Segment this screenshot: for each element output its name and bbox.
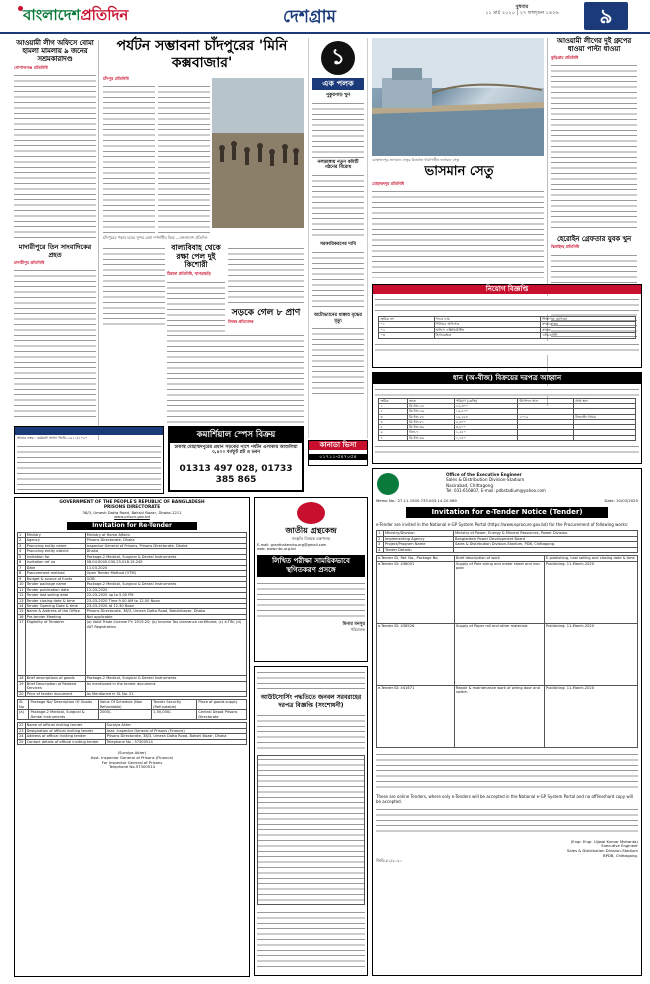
story-continued-2 — [228, 245, 304, 305]
recruitment-footer — [375, 341, 639, 355]
canada-visa-ad — [308, 440, 368, 466]
road-headline[interactable]: সড়কে গেল ৮ প্রাণ — [231, 308, 301, 318]
recruitment-title: নিয়োগ বিজ্ঞপ্তি — [373, 285, 641, 294]
govt-notice-body — [17, 443, 161, 491]
bridge-body — [372, 188, 544, 278]
right-byline-2: ঝিনাইদহ প্রতিনিধি — [551, 244, 579, 250]
brief-title-1[interactable]: পুকুরপাড় খুন — [326, 93, 350, 98]
article-body — [14, 72, 96, 240]
ek-palak-label: এক পলক — [312, 78, 364, 90]
page-number: ৯ — [584, 2, 628, 30]
main-story — [102, 38, 302, 72]
beach-photo — [212, 78, 304, 228]
outsourcing-title: আউটসোর্সিং পদ্ধতিতে জনবল সরবরাহের দরপত্র বিজ্ঞপ্তি (সংশোধনী) — [260, 694, 362, 709]
main-headline[interactable]: পর্যটন সম্ভাবনা চাঁদপুরের 'মিনি কক্সবাজার' — [116, 38, 288, 71]
article-headline-2[interactable]: মাদারীপুরে তিন সাংবাদিকের প্রহত — [18, 243, 92, 259]
jatiya-notice-title: লিখিত পরীক্ষা সাময়িকভাবে স্থগিতকরণ প্রসঙ্গে — [257, 555, 365, 577]
rice-tender-table: ক্রমিক জাত পরিমাণ (কেজি) উৎপাদন সাল প্রাপ্ত স্থান ১ ব্রি ধান-২৮ ২৫,৩০০ ২ ব্রি ধান-২৯ ১৬,৫০০ ৩ ব্রি ধান-৫৮ ১৯,২৮৪ ২০১৯ বীজবর্ধন খামার ৪ ব্রি ধান-৮১ ৫,৬০০ ৫ ব্রি ধান-৩৯ ৩,৯০০ ৬ বিনা-৭ ১,৫৫০ ৭ ব্রি ধান-৪৯ ১,১৪০ — [378, 398, 635, 441]
rice-tender-footer — [375, 443, 639, 453]
tender-gov-line3: 38/3, Umesh Datta Road, Bakshi Bazar, Dhaka-1211 — [82, 509, 182, 515]
story-continued — [103, 245, 165, 325]
right-headline-2[interactable]: হেরোইন গ্রেফতার যুবক খুন — [556, 235, 632, 244]
outsourcing-intro — [257, 712, 365, 752]
pdb-line2: Sales & Distribution Division-Stadium — [446, 477, 525, 483]
commercial-ad-phone[interactable]: 01313 497 028, 01733 385 865 — [179, 463, 293, 486]
tender-gov-website[interactable]: www.prison.gov.bd — [114, 514, 150, 520]
article-byline: গোপালগঞ্জ প্রতিনিধি — [14, 65, 48, 71]
pdb-logo-icon — [377, 473, 399, 495]
jatiya-signer: মিনার মনসুর — [342, 622, 365, 628]
photo-caption: চাঁদপুরের পদ্মার চরের সুন্দর মেঘা দর্শনার্থীর ভিড় —বাংলাদেশ প্রতিদিন — [103, 235, 208, 240]
pdb-line1: Office of the Executive Engineer — [446, 472, 522, 477]
article-body-2 — [14, 267, 96, 417]
issue-date: বুধবার ১১ মার্চ ২০২০ | ২৭ ফাল্গুন ১৪২৬ — [485, 4, 559, 17]
recruitment-notice-ad — [372, 284, 642, 368]
divider — [98, 40, 99, 440]
rice-tender-ad — [372, 372, 642, 464]
road-body — [167, 332, 304, 424]
tender-gov-line2: PRISONS DIRECTORATE — [103, 505, 161, 511]
road-accident-story — [228, 308, 304, 325]
tender-goods-table: SL No Package No/ Description Of Goods Value Of Schedule (Non Refundable) Tender Security (Refundable) Place of goods supply (a) Package-2 Medical, Surgical & Dental Instruments 2000/- 1,50,000/- Central Depot Prisons Directorate — [17, 699, 247, 720]
recruitment-table: ক্রমিক নং পদের নাম শিক্ষাগত যোগ্যতা ০১ সিনিয়র অফিসার স্নাতকোত্তর ০২ অফিস এক্সিকিউটিভ স্নাতক ০৩ হিসাবরক্ষক এইচএসসি — [378, 316, 635, 339]
pdb-line3: Nasirabad, Chittagong — [446, 482, 493, 488]
article-byline-2: মাদারীপুর প্রতিনিধি — [14, 260, 45, 266]
rice-tender-title: ধান (অ-বীজ) বিক্রয়ের দরপত্র আহ্বান — [373, 373, 641, 384]
pdb-memo-row: Memo No.: 27.11.1500.733.003.14.20.569 Date: 10/03/2020 — [376, 497, 638, 503]
ek-palak-number: ১ — [321, 41, 355, 75]
outsourcing-header — [257, 669, 365, 691]
main-body-col1 — [103, 83, 155, 233]
bridge-photo-caption: মোহাম্মদপুর-ভাসমান সেতুর উদ্বোধন নির্মাণাধীন ভাসমান সেতু — [372, 158, 460, 162]
jatiya-title: জাতীয় গ্রন্থকেন্দ্র — [285, 526, 337, 535]
rice-tender-intro — [375, 386, 639, 396]
govt-notice-ad — [14, 426, 164, 494]
main-byline: চাঁদপুর প্রতিনিধি — [103, 76, 129, 81]
brief-body-3 — [312, 249, 364, 311]
sub-headline[interactable]: বাল্যবিবাহ থেকে রক্ষা পেল দুই কিশোরী — [171, 243, 221, 270]
govt-emblem-icon — [297, 502, 325, 524]
govt-notice-band — [15, 427, 163, 435]
pdb-info-table: 1 Ministry/Division Ministry of Power, Energy & Mineral Resources, Power Division. 2 Implementing Agency Bangladesh Power Development Board 3 Project/Program Name Sales & Distribution Division-Stadium, PDB, Chittagong. 4 Tender Details: — [376, 530, 638, 553]
jatiya-subtitle: সংস্কৃতি বিষয়ক মন্ত্রণালয় — [291, 536, 331, 541]
sub-byline: ঠিকানা প্রতিনিধি, খাগড়াছড়ি — [167, 270, 211, 276]
outsourcing-table — [257, 755, 365, 905]
recruitment-intro — [375, 296, 639, 314]
tender-official-table: 22 Name of official inviting tender Suraiya Akter 23 Designation of official inviting tender Asst. Inspector General of Prisons (Finance) 24 Address of official inviting tender Prisons Directorate, 38/3, Umesh Datta Road, Bakshi Bazar, Dhaka 25 Contact details of official inviting tender Telephone No - 57300514 — [17, 722, 247, 745]
prisons-tender-notice — [14, 497, 250, 977]
commercial-ad-title[interactable]: কমার্শিয়াল স্পেস বিক্রয় — [170, 428, 302, 443]
outsourcing-tender-notice — [254, 666, 368, 976]
pdb-footer-more — [376, 806, 638, 836]
ek-palak-column — [308, 38, 368, 438]
brief-body-4 — [312, 325, 364, 395]
left-column — [14, 40, 96, 420]
outsourcing-footer — [257, 909, 365, 969]
brief-body-2 — [312, 172, 364, 240]
jatiya-web[interactable]: web: www.nbc.org.bd — [257, 547, 296, 552]
tender-gov-line1: GOVERNMENT OF THE PEOPLE'S REPUBLIC OF BANGLADESH — [59, 500, 205, 505]
bridge-image-icon — [372, 38, 544, 156]
right-headline[interactable]: আওয়ামী লীগের দুই গ্রুপের ধাওয়া পাল্টা ধাওয়া — [556, 37, 632, 53]
jatiya-email[interactable]: E-mail: granthakendro.org@gmail.com — [257, 543, 327, 547]
brief-title-2[interactable]: নলডাঙ্গায় নতুন কমিটি গঠনের বিরোধ — [317, 159, 359, 171]
pdb-code: জিডি-৮১/২০২০ — [376, 857, 402, 863]
jatiya-body — [257, 580, 365, 620]
newspaper-logo[interactable]: বাংলাদেশপ্রতিদিন — [18, 6, 128, 25]
pdb-tender-table: e-Tender ID, Ref. No., Package No. Brief description of work E-publishing, Last selling and closing date & time e-Tender ID: 436001 Supply of Pole sizing and meter sheet and iron pole Publishing: 11-March-2020 e-Tender ID: 438526 Supply of Paper roll and other materials Publishing: 11-March-2020 e-Tender ID: 441671 Repair & maintenance work of wiring door and switch Publishing: 11-March-2020 — [376, 555, 638, 747]
right-byline: কুড়িগ্রাম প্রতিনিধি — [551, 54, 579, 60]
pdb-line4[interactable]: Tel: 031-616807, E-mail: pdbstadium@yahoo.com — [446, 487, 546, 493]
commercial-space-ad — [168, 426, 304, 492]
pdb-footer: These are online Tenders, where only e-Tenders will be accepted in the National e-GP System Portal and no offline/hard copy will be accepted. — [376, 793, 634, 804]
bridge-headline[interactable]: ভাসমান সেতু — [424, 164, 494, 179]
road-byline: নিজস্ব প্রতিবেদক — [228, 319, 254, 325]
jatiya-signer-title: পরিচালক — [350, 626, 365, 632]
article-headline[interactable]: আওয়ামী লীগ অফিসে বোমা হামলা মামলায় ৯ জনের সশ্রমকারাদণ্ড — [16, 39, 94, 63]
section-title: দেশগ্রাম — [283, 7, 336, 27]
pdb-tender-notice — [372, 468, 642, 976]
tender-signature: (Suraiya Akter) Asst. Inspector General of Prisons (Finance) For Inspector General of Prisons Telephone No.57300514 — [90, 750, 174, 770]
pdb-title: Invitation for e-Tender Notice (Tender) — [406, 507, 608, 518]
canada-visa-phone[interactable]: ০১৭১১-৫৪৭০৫৪ — [309, 454, 367, 460]
brief-title-4[interactable]: অটোভ্যানের ধাক্কায় বৃদ্ধের মৃত্যু — [314, 312, 362, 324]
brief-title-3[interactable]: সরকারিকরণের দাবি — [319, 242, 357, 248]
floating-bridge-photo — [372, 38, 544, 156]
pdb-tender-officer — [376, 751, 638, 791]
bridge-byline: মোহাম্মদপুর প্রতিনিধি — [372, 181, 404, 186]
jatiya-grantha-notice — [254, 497, 368, 662]
masthead — [0, 0, 650, 34]
tender-gov-table: 1 Ministry Ministry of Home Affairs 2 Agency Prisons Directorate, Dhaka 3 Procuring entity name Inspector General of Prisons, Prisons Directorate, Dhaka 4 Procuring entity district Dhaka 5 Invitation for Package-2 Medical, Surgical & Dental Instruments 6 Invitation ref no 58.04.0000.030.25.018.19.245 7 Date 11.03.2020 8 Procurement method Open Tender Method (OTM) 9 Budget & source of funds GOB 10 Tender package name Package-2 Medical, Surgical & Dental Instruments 11 Tender publication date 12-03-2020 12 Tender last selling date 22-03-2020 up to 5.00 PM 13 Tender closing date & time 23-03-2020 Time 9.00 AM to 12.00 Noon 14 Tender Opening Date & time 23-03-2020 at 12.30 Noon 15 Name & Address of the Office Prisons Directorate, 38/3, Umesh Datta Road, Bakshibazar, Dhaka 16 Pre-tender Meeting Not applicable 17 Eligibility of Tenderer (a) Valid Trade License FY: 2019-20; (b) Income Tax clearance certificate; (c) e-TIN; (d) VAT Registration 18 Brief descriptions of goods Package-2 Medical, Surgical & Dental Instruments 19 Brief Description of Related Services As mentioned in the tender document. 20 Price of tender document As Mentioned in SL No. 21 — [17, 532, 247, 698]
crowd-image-icon — [212, 78, 304, 228]
right-body — [551, 62, 637, 232]
canada-visa-title[interactable]: কানাডা ভিসা — [309, 441, 367, 450]
pdb-signature: (Engr. Engr. Ujjwal Kumar Mohanta) Executive Engineer Sales & Distribution Division-Stadium BPDB, Chittagong. — [566, 838, 638, 858]
brief-body-1 — [312, 100, 364, 158]
tender-gov-title: Invitation for Re-Tender — [67, 522, 197, 530]
govt-notice-line: আমার নম্বর : কর্মকর্তা সংখ্যা জিডি-১৯১১/২০২০ — [17, 436, 88, 440]
commercial-ad-body: ঢাকাস্থ মোহাম্মদপুরের প্রধান সড়কের পাশে পর্যটন এলাকায় আশুলিয়া ৩,৪০০ বর্গফুট প্লট ও ভবন — [174, 444, 298, 456]
pdb-intro: e-Tender are invited in the National e-GP System Portal (https://www.eprocure.gov.bd) for the Procurement of following works: — [376, 522, 629, 528]
main-body-col2 — [158, 83, 210, 233]
